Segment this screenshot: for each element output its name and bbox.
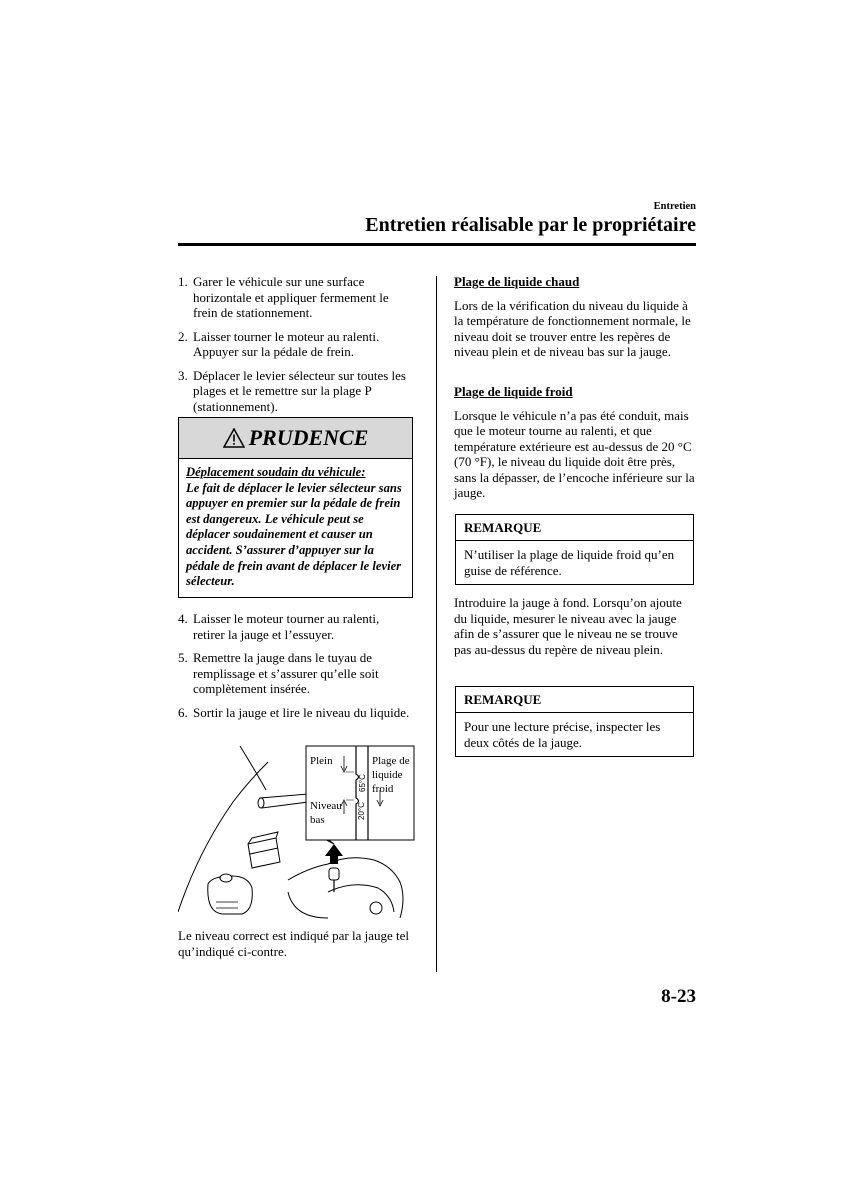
list-item xyxy=(178,274,414,321)
hot-range-text: Lors de la vérification du niveau du liquide à la température de fonctionnement normale, le niveau doit se trouver entre les repères de niveau plein et de niveau bas sur la jauge. xyxy=(454,297,691,359)
dipstick-illustration xyxy=(178,742,416,920)
title-rule xyxy=(178,243,696,246)
figure-caption: Le niveau correct est indiqué par la jauge tel qu’indiqué ci-contre. xyxy=(178,928,410,959)
list-item xyxy=(178,611,414,642)
step-text: Déplacer le levier sélecteur sur toutes les plages et le remettre sur la plage P (stationnement). xyxy=(193,367,406,414)
cold-range-text: Lorsque le véhicule n’a pas été conduit, mais que le moteur tourne au ralenti, et que température extérieure est au-dessus de 20 °C (70 °F), le niveau du liquide doit être près, sans la dépasser, de l’encoche inférieure sur la jauge. xyxy=(454,407,695,500)
list-item xyxy=(178,705,414,721)
caution-header xyxy=(179,418,412,459)
page-title: Entretien réalisable par le propriétaire xyxy=(365,214,696,236)
list-item xyxy=(178,329,414,360)
cold-range-label-line1: Plage de xyxy=(372,755,410,767)
cold-range-label-line3: froid xyxy=(372,783,394,795)
note-box-2 xyxy=(455,686,694,757)
temp-cold-label: 20°C xyxy=(357,802,366,820)
low-level-label-line1: Niveau xyxy=(310,800,342,812)
column-divider xyxy=(436,276,437,972)
caution-box xyxy=(178,417,413,598)
hot-range-heading: Plage de liquide chaud xyxy=(454,274,580,289)
note-text: Pour une lecture précise, inspecter les deux côtés de la jauge. xyxy=(464,719,661,750)
step-number: 6. xyxy=(178,704,188,720)
list-item xyxy=(178,368,414,415)
cold-range-section xyxy=(454,384,696,501)
step-text: Garer le véhicule sur une surface horizontale et appliquer fermement le frein de stationnement. xyxy=(193,274,389,320)
caution-title: PRUDENCE xyxy=(248,425,369,450)
temp-hot-label: 65°C xyxy=(358,774,367,792)
step-number: 3. xyxy=(178,367,188,383)
section-label: Entretien xyxy=(653,201,696,212)
caution-body xyxy=(179,459,412,590)
step-text: Laisser tourner le moteur au ralenti. Appuyer sur la pédale de frein. xyxy=(193,328,380,359)
list-item xyxy=(178,650,414,697)
caution-text: Le fait de déplacer le levier sélecteur sans appuyer en premier sur la pédale de frein est dangereux. Le véhicule peut se déplacer soudainement et causer un accident. S’assurer d’appuyer sur la pédale de frein avant de déplacer le levier sélecteur. xyxy=(186,480,402,589)
caution-subtitle: Déplacement soudain du véhicule: xyxy=(186,465,366,479)
low-level-label-line2: bas xyxy=(310,814,325,826)
step-text: Remettre la jauge dans le tuyau de remplissage et s’assurer qu’elle soit complètement insérée. xyxy=(193,650,379,696)
full-level-label: Plein xyxy=(310,755,333,767)
note-heading: REMARQUE xyxy=(456,687,693,713)
page-number: 8-23 xyxy=(661,986,696,1007)
note-box-1 xyxy=(455,514,694,585)
warning-icon xyxy=(223,428,245,448)
step-number: 2. xyxy=(178,328,188,344)
insert-paragraph: Introduire la jauge à fond. Lorsqu’on ajoute du liquide, mesurer le niveau avec la jauge afin de s’assurer que le niveau ne se trouve pas au-dessus du repère de niveau plein. xyxy=(454,595,682,657)
note-heading: REMARQUE xyxy=(456,515,693,541)
steps-list-part2 xyxy=(178,611,414,728)
hot-range-section xyxy=(454,274,696,360)
cold-range-label-line2: liquide xyxy=(372,769,403,781)
cold-range-heading: Plage de liquide froid xyxy=(454,384,573,399)
step-number: 4. xyxy=(178,611,188,626)
steps-list-part1 xyxy=(178,274,414,422)
note-text: N’utiliser la plage de liquide froid qu’en guise de référence. xyxy=(464,547,675,578)
step-number: 1. xyxy=(178,274,188,289)
engine-bay-drawing xyxy=(178,742,416,920)
step-number: 5. xyxy=(178,650,188,665)
step-text: Sortir la jauge et lire le niveau du liquide. xyxy=(193,704,410,720)
step-text: Laisser le moteur tourner au ralenti, retirer la jauge et l’essuyer. xyxy=(193,611,380,642)
